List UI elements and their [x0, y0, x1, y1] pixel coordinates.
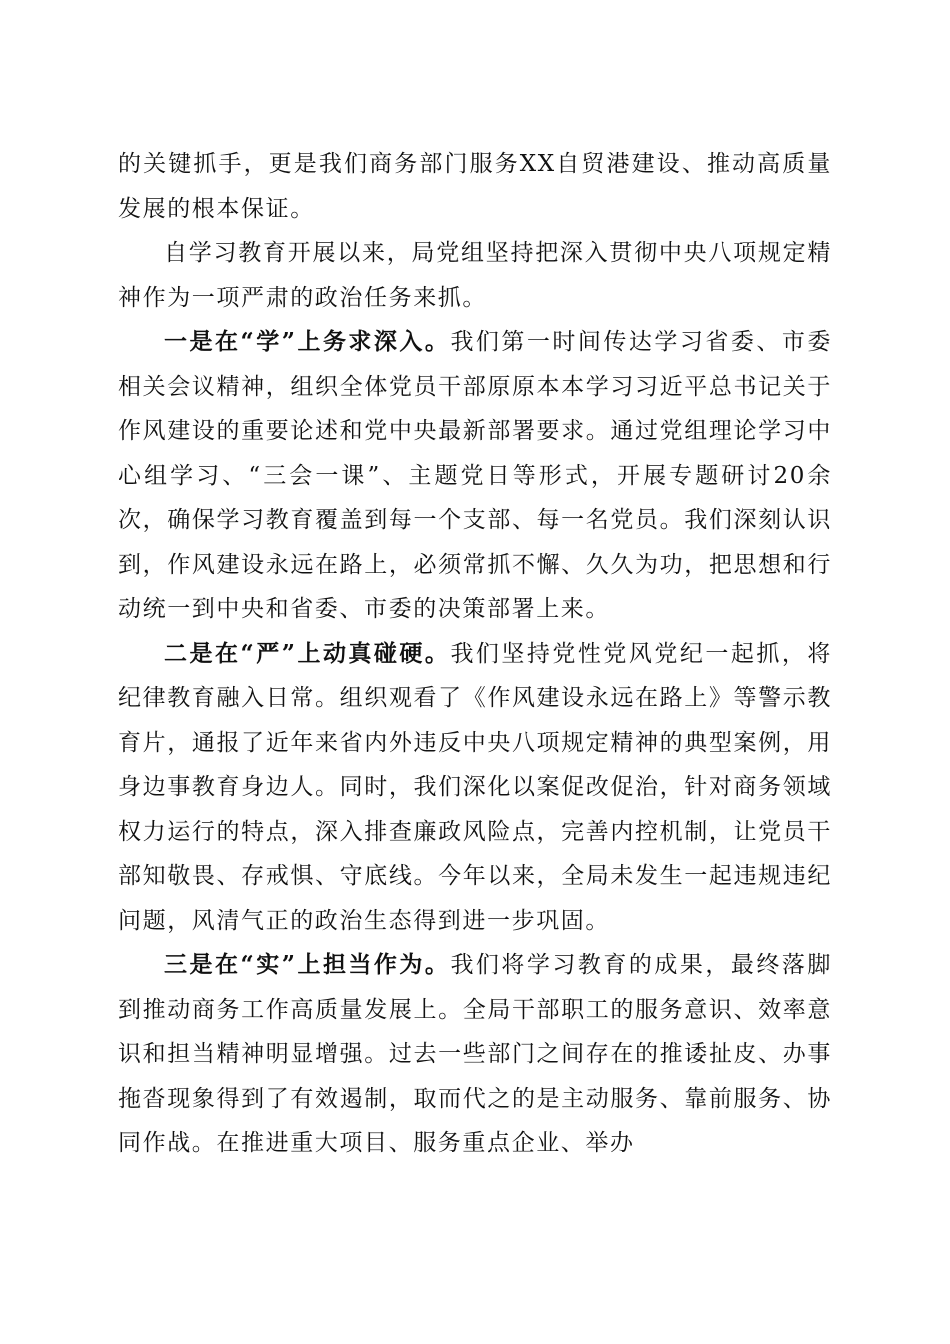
paragraph-text: 我们将学习教育的成果，最终落脚到推动商务工作高质量发展上。全局干部职工的服务意识、效率意识和担当精神明显增强。过去一些部门之间存在的推诿扯皮、办事拖沓现象得到了有效遏制，取而代之的是主动服务、靠前服务、协同作战。在推进重大项目、服务重点企业、举办 [118, 952, 832, 1156]
paragraph-heading: 三是在“实”上担当作为。 [164, 951, 451, 978]
paragraph-study [118, 320, 832, 632]
paragraph-strict [118, 632, 832, 944]
paragraph-text: 我们第一时间传达学习省委、市委相关会议精神，组织全体党员干部原原本本学习习近平总书记关于作风建设的重要论述和党中央最新部署要求。通过党组理论学习中心组学习、“三会一课”、主题党日等形式，开展专题研讨20余次，确保学习教育覆盖到每一个支部、每一名党员。我们深刻认识到，作风建设永远在路上，必须常抓不懈、久久为功，把思想和行动统一到中央和省委、市委的决策部署上来。 [118, 329, 832, 622]
paragraph-text: 自学习教育开展以来，局党组坚持把深入贯彻中央八项规定精神作为一项严肃的政治任务来抓。 [118, 240, 832, 311]
paragraph-practical [118, 943, 832, 1166]
paragraph-heading: 一是在“学”上务求深入。 [164, 328, 451, 355]
paragraph-intro [118, 231, 832, 320]
paragraph-text: 的关键抓手，更是我们商务部门服务XX自贸港建设、推动高质量发展的根本保证。 [118, 151, 832, 222]
document-body [118, 142, 832, 1166]
paragraph-continuation [118, 142, 832, 231]
paragraph-text: 我们坚持党性党风党纪一起抓，将纪律教育融入日常。组织观看了《作风建设永远在路上》等警示教育片，通报了近年来省内外违反中央八项规定精神的典型案例，用身边事教育身边人。同时，我们深化以案促改促治，针对商务领域权力运行的特点，深入排查廉政风险点，完善内控机制，让党员干部知敬畏、存戒惧、守底线。今年以来，全局未发生一起违规违纪问题，风清气正的政治生态得到进一步巩固。 [118, 640, 832, 934]
paragraph-heading: 二是在“严”上动真碰硬。 [164, 639, 451, 667]
